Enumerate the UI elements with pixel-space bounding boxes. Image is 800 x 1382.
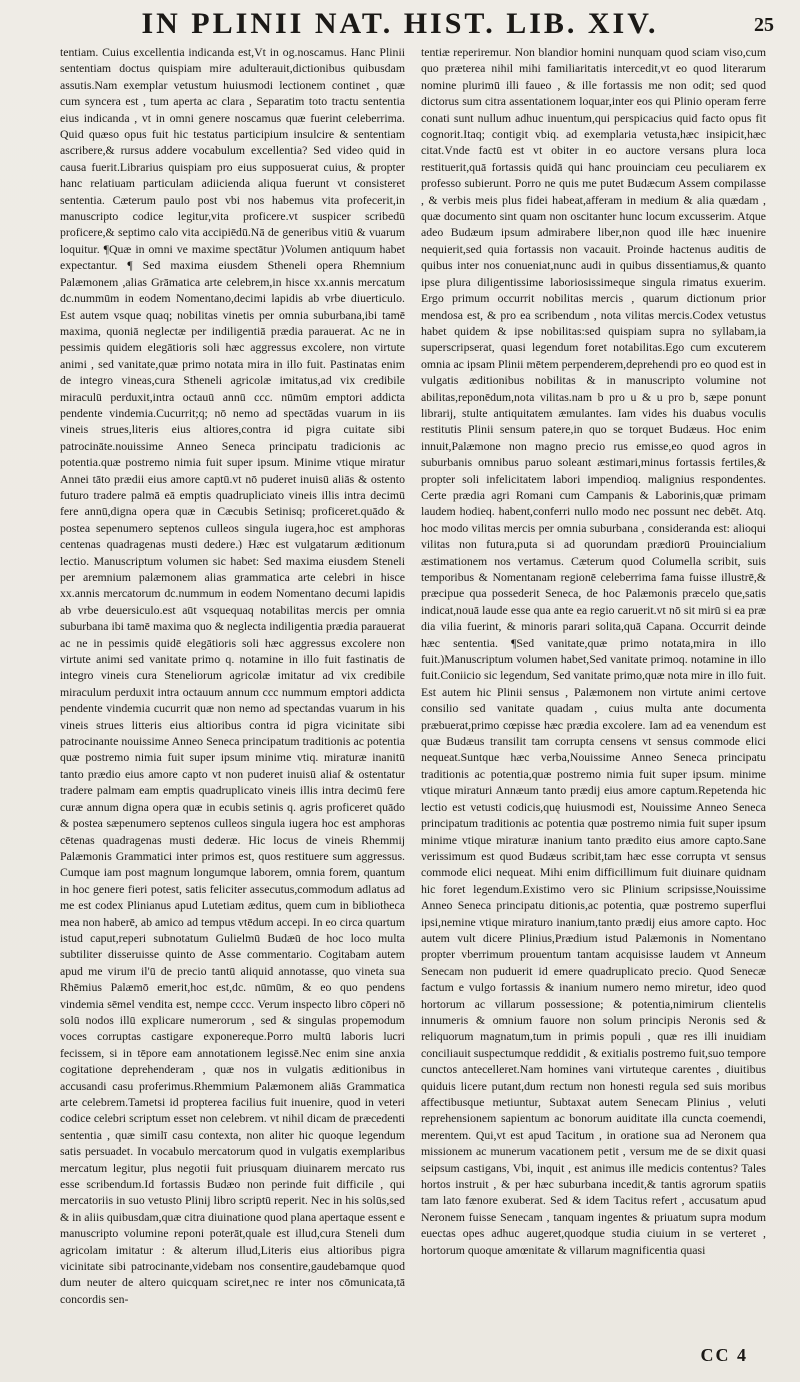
left-column-text: tentiam. Cuius excellentia indicanda est,Vt in og.noscamus. Hanc Plinii sententiam doctus quispiam mire adulterauit,dictionibus quibusdam assutis.Nam exemplar vetustum huiusmodi lectionem continet , quæ cum syncera est , tum aperta ac clara , Separatim toto tractu sententia eius indicanda , vt in omni genere noscamus quæ fuerint celeberrima. Quid quæso opus fuit hic testatus participium insulcire & sententiam ascribere,& rursus addere vocabulum excellentia? Sed video quid in causa fuerit.Librarius quispiam pro eius supposuerat cuius, & propter hanc relatiuam particulam adiicienda aliqua fuerunt vt consisteret sententia. Cæterum paulo post vbi nos habemus vita profecerit,in manuscripto codice legitur,vita proficere.vt suspicer scribedū proficere,& septimo calo vita accipiēdū.Nā de generibus vitiū & vuarum loquitur. ¶Quæ in omni ve maxime spectātur )Volumen antiquum habet expectantur. ¶ Sed maxima eiusdem Stheneli opera Rhemnium Palæmonem ,alias Grāmatica arte celebrem,in hisce xx.annis mercatum dc.nummūm in eodem Nomentano,decimi lapidis ab vrbe diuerticulo. Est autem vsque quaq; nobilitas vinetis per omnia suburbana,ibi tamē maxima, quoniā neglectæ per indiligentiā prædia parauerat. Ac ne in pessimis quidem elegātioris soli hæc aggressus excolere, non virtute animi , sed vanitate,quæ primo notata mira in illo fuit. Pastinatas enim de integro vineas,cura Stheneli agricolæ imitatus,ad vix credibile miraculū perduxit,intra octauū annū ccc. nūmūm emptori addicta pendente vindemia.Cucurrit;q; nō nemo ad spectādas vuarum in iis vineis strues,literis eius altiores,contra id pigra cuitate sibi patrocināte.nouissime Anneo Seneca principatu tradicionis ac potentia.quæ postremo nimia fuit super ipsum. Minime vtique miratur Annei tāto prædii eius amore captū.vt nō puderet inuisū aliās & ostento futuro tradere palmā eā emptis quadrupliciato vineis illis intra decimū fere annū,digna opera quæ in Cæcubis Setinisq; proficeret.quādo & postea sepenumero septenos culleos singula iugera,hoc est amphoras centenas quadragenas musti dedere.) Hæc est vulgatarum æditionum lectio. Manuscriptum volumen sic habet: Sed maxima eiusdem Steneli per aremnium palæmonem alias grammatica arte celebri in hisce xx.annis mercatorum dc.nummum in eodem Nomentano decumi lapidis ab vrbe deuersiculo.est aūt vsquequaq notabilitas mercis per omnia suburbana ibi tamē maxima quo & neglecta indiligentia prædia parauerat ac ne in pessimis quidē elegātioris soli hæc aggressus excolere non virtute animi sed vanitate primo q. notamine in illo fuit fastinatis de integro vineis cura Steneliorum agricolæ imitatur ad vix credibile miraculum perduxit intra octauum annum ccc nummum emptori addicta pendente vindemia cucurrit quæ non nemo ad spectandas vuarum in his vineis strues litteris eius altioribus contra id pigra vicinitate sibi patrocinante nouissime Anneo Seneca principatum traditionis ac potentia quæ postremo nimia fuit super ipsum minime vtiq. miraturæ inanitū tanto prædio eius amore capto vt non puderet inuisū aliaſ & ostentatur tradere palmam eam emptis quadruplicato vineis illis intra decimū fere curæ annum digna opera quæ in ecubis setinis q. agris proficeret quādo & postea sæpenumero septenos culleos singula iugera hoc est amphoras cētenas quadragenas musti dederæ. Hic locus de vineis Rhemmij Palæmonis Grammatici inter primos est, quos restituere sum aggressus. Cumque iam post magnum longumque laborem, omnia forem, quantum in hoc genere fieri potest, satis feliciter assecutus,commodum adlatus ad me est codex Plinianus apud Lutetiam æditus, quem cum in bibliotheca mea non haberē, ab amico ad tempus vtēdum accepi. In eo circa quartum istud caput,reperi subnotatum Gulielmū Budæū de hoc loco multa subtiliter disseruisse quinto de Asse commentario. Cogitabam autem apud me virum il'ū de precio tantū aliquid annotasse, quo vineta sua Rhēmius Palæmō emerit,hoc est,dc. nūmūm, & eo quo pendens vindemia sēmel vendita est, nempe cccc. Verum inspecto libro cōperi nō solū nodos illū explicare numerorum , sed & singulas propemodum voces corruptas castigare exponereque.Porro multū laboris lucri fecissem, si in tēpore eam annotationem legissē.Nec enim sine anxia cogitatione deprehenderam , quæ nos in vulgatis æditionibus in accusandi casu proferimus.Rhemmium Palæmonem aliās Grammatica arte celebrem.Tametsi id propterea facilius fuit inuenire, quod in veteri codice celebri scriptum esset non celebrem. vt nihil dicam de præcedenti sententia , quæ similī casu contexta, non aliter hic quoque legendum satis persuadet. In vocabulo mercatorum quod in vulgatis exemplaribus mercatum legitur, plus negotii fuit priusquam diuinarem mercato rus esse scribendum.Id fortassis Budæo non perinde fuit difficile , qui mercatoriis in suo vetusto Plinij libro scriptū reperit. Nec in his solūs,sed & in aliis quibusdam,quæ citra diuinatione quod plana apertaque essent e manuscripto volumine reponi poterāt,quale est illud,cura Steneli dum agricolam imitatur : & alterum illud,Literis eius altioribus pigra vicinitate sibi patrocinante,videbam nos consentire,gaudebamque quod dum neuter de altero quicquam sciret,nec re inter nos cōmunicata,tā concordis sen- [60,45,405,1306]
signature-mark: CC 4 [700,1345,748,1365]
page-number: 25 [754,14,774,36]
running-title: IN PLINII NAT. HIST. LIB. XIV. [141,7,659,40]
left-column [60,44,405,1344]
right-column-text: tentiæ reperiremur. Non blandior homini nunquam quod sciam viso,cum quo præterea nihil mihi familiaritatis intercedit,vt eo quod literarum nomine plurimū illi faueo , & ille fortassis me non odit; sed quod dictorus sum citra assentationem loquar,inter eos qui Plinio operam ferre conati sunt nullum adhuc inuentum,qui perspicacius quid facto opus fit cognorit.Itaq; contigit vbiq. ad exemplaria vetusta,hæc insipicit,hæc citat.Vnde factū est vt obiter in eo auctore versans plura loca restituerit,quā fortassis quidā qui hanc prouinciam ceu peculiarem ex professo subierunt. Porro ne quis me putet Budæcum Assem compilasse , & verbis meis plus fidei habeat,afferam in medium & alia quædam , quæ documento sint quam non oscitanter hunc locum excusserim. Atque adeo Budæum ipsum admirabere liber,non quod ille hæc inuenire nequierit,sed quia fortassis non vacauit. Proinde hactenus auditis de quibus inter nos conueniat,nunc audi in quibus dissentiamus,& quanto ipse plura diligentissime laboriosissimeque singula rimatus exuerim. Ergo primum occurrit nobilitas mercis , quarum dictionum prior mendosa est, & pro ea scribendum , nota vilitas mercis.Codex vetustus habet quidem & ipse nobilitas:sed quispiam supra no syllabam,ia superscripserat, quasi legendum foret notabilitas.Ego cum excuterem omnia ac ipsam Plinii mētem perpenderem,deprehendi pro eo quod est in vulgatis æditionibus nobilitas & in manuscripto volumine not abilitas,reponēdum,nota vilitas.nam b pro u & u pro b, sæpe ponunt librarij, stulte antiquitatem æmulantes. Iam vides his duabus voculis restitutis Plinii sensum patere,in quo se torquet Budæus. Hoc enim innuit,Palæmone non magno precio rus emisse,eo quod agros in suburbanis omnibus paruo soleant æstimari,minus fortassis fertiles,& propter soli infelicitatem labori impendioq. malignius respondentes. Certe prædia agri Romani cum Campanis & Laborinis,quæ primam laudem hodieq. habent,conferri nullo modo nec possunt nec debēt. Atq. hoc modo vilitas mercis per omnia suburbana , consideranda est: alioqui vilitas non futura,puta si ad quorundam prædiorū Prouincialium æstimationem nos vertamus. Cæterum quod Columella scribit, suis temporibus & Nomentanam regionē celeberrima fama fuisse illustrē,& præcipue qua possederit Seneca, de hoc Palæmonis præcelo que,satis indicat,nouā laude esse qua ante ea regio caruerit.vt nō sit mirū si ea præ dia vilia fuerint, & minoris parari solita,quā Capana. Occurrit deinde hæc sententia. ¶Sed vanitate,quæ primo notata,mira in illo fuit.)Manuscriptum volumen habet,Sed vanitate primoq. notamine in illo fuit.Coniicio sic legendum, Sed vanitate primo,quæ nota mire in illo fuit. Est autem hic Plinii sensus , Palæmonem non virtute animi certove consilio sed vanitate quadam , cuius multa ante documenta præbuerat,primo cœpisse hæc prædia excolere. Iam ad ea venendum est quæ Budæus transilit tam corrupta censens vt sensus commode elici nequeat.Suntque hæc verba,Nouissime Anneo Seneca principatu traditionis ac potentia,quæ postremo nimia fuit super ipsum. minime vtique miraturi Annæum tanto prædij eius amore captum.Repetenda hic lectio est vetusti codicis,quę huiusmodi est, Nouissime Anneo Seneca principatum traditionis ac potentia quæ postremo nimia fuit super ipsum minime vtique miraturæ inanium tanto prædito eius amore capto.Sane verissimum est quod Budæus scribit,tam hæc esse corrupta vt sensus commode elici nequeat. Mihi enim difficillimum fuit diuinare quidnam hic foret legendum.Existimo vero sic Plinium scripsisse,Nouissime Anneo Seneca principatu ditionis,ac potentia, quæ postremo superflui ipsi,nemine vtique miraturo inanium,tanto prædij eius amore capto. Hoc autem vult dicere Plinius,Prædium istud Palæmonis in Nomentano propter vberrimum prouentum tantam acquisisse laudem vt Anneum Senecam non puduerit id emere quadruplicato precio. Quod Senecæ factum e vulgo fortassis & inanium numero nemo miretur, ideo quod hortorum ac villarum possessione; & potentia,nimirum clientelis innumeris & omnium fauore non solum principis Neronis sed & reliquorum magnatum,tum in primis populi , quæ res illi inuidiam conciliauit suspectumque reddidit , & exitialis postremo fuit,suo tempore cunctos antecelleret.Nam homines vani virtuteque carentes , diuitibus quiduis licere putant,dum rectum non honesti regula sed suis moribus affectibusque metiuntur, Subtaxat autem Senecam Plinius , veluti reprehensionem sapientum ac bonorum auiditate illa cuncta coemendi, merentem. Qui,vt est apud Tacitum , in oratione sua ad Neronem qua missionem ac munerum vacationem petit , versum me de se dixit quasi seipsum castigans, Vbi, inquit , est animus ille medicis contentus? Tales hortos instruit , & per hæc suburbana incedit,& tantis agrorum spatiis tam lato fænore exuberat. Sed & idem Tacitus refert , accusatum apud Neronem fuisse Senecam , tanquam ingentes & priuatum supra modum euectas opes adhuc augeret,quodque studia ciuium in se verteret , hortorum quoque amœnitate & villarum magnificentia quasi [421,45,766,1257]
text-columns [60,44,766,1344]
right-column [421,44,766,1344]
running-head [0,6,800,42]
